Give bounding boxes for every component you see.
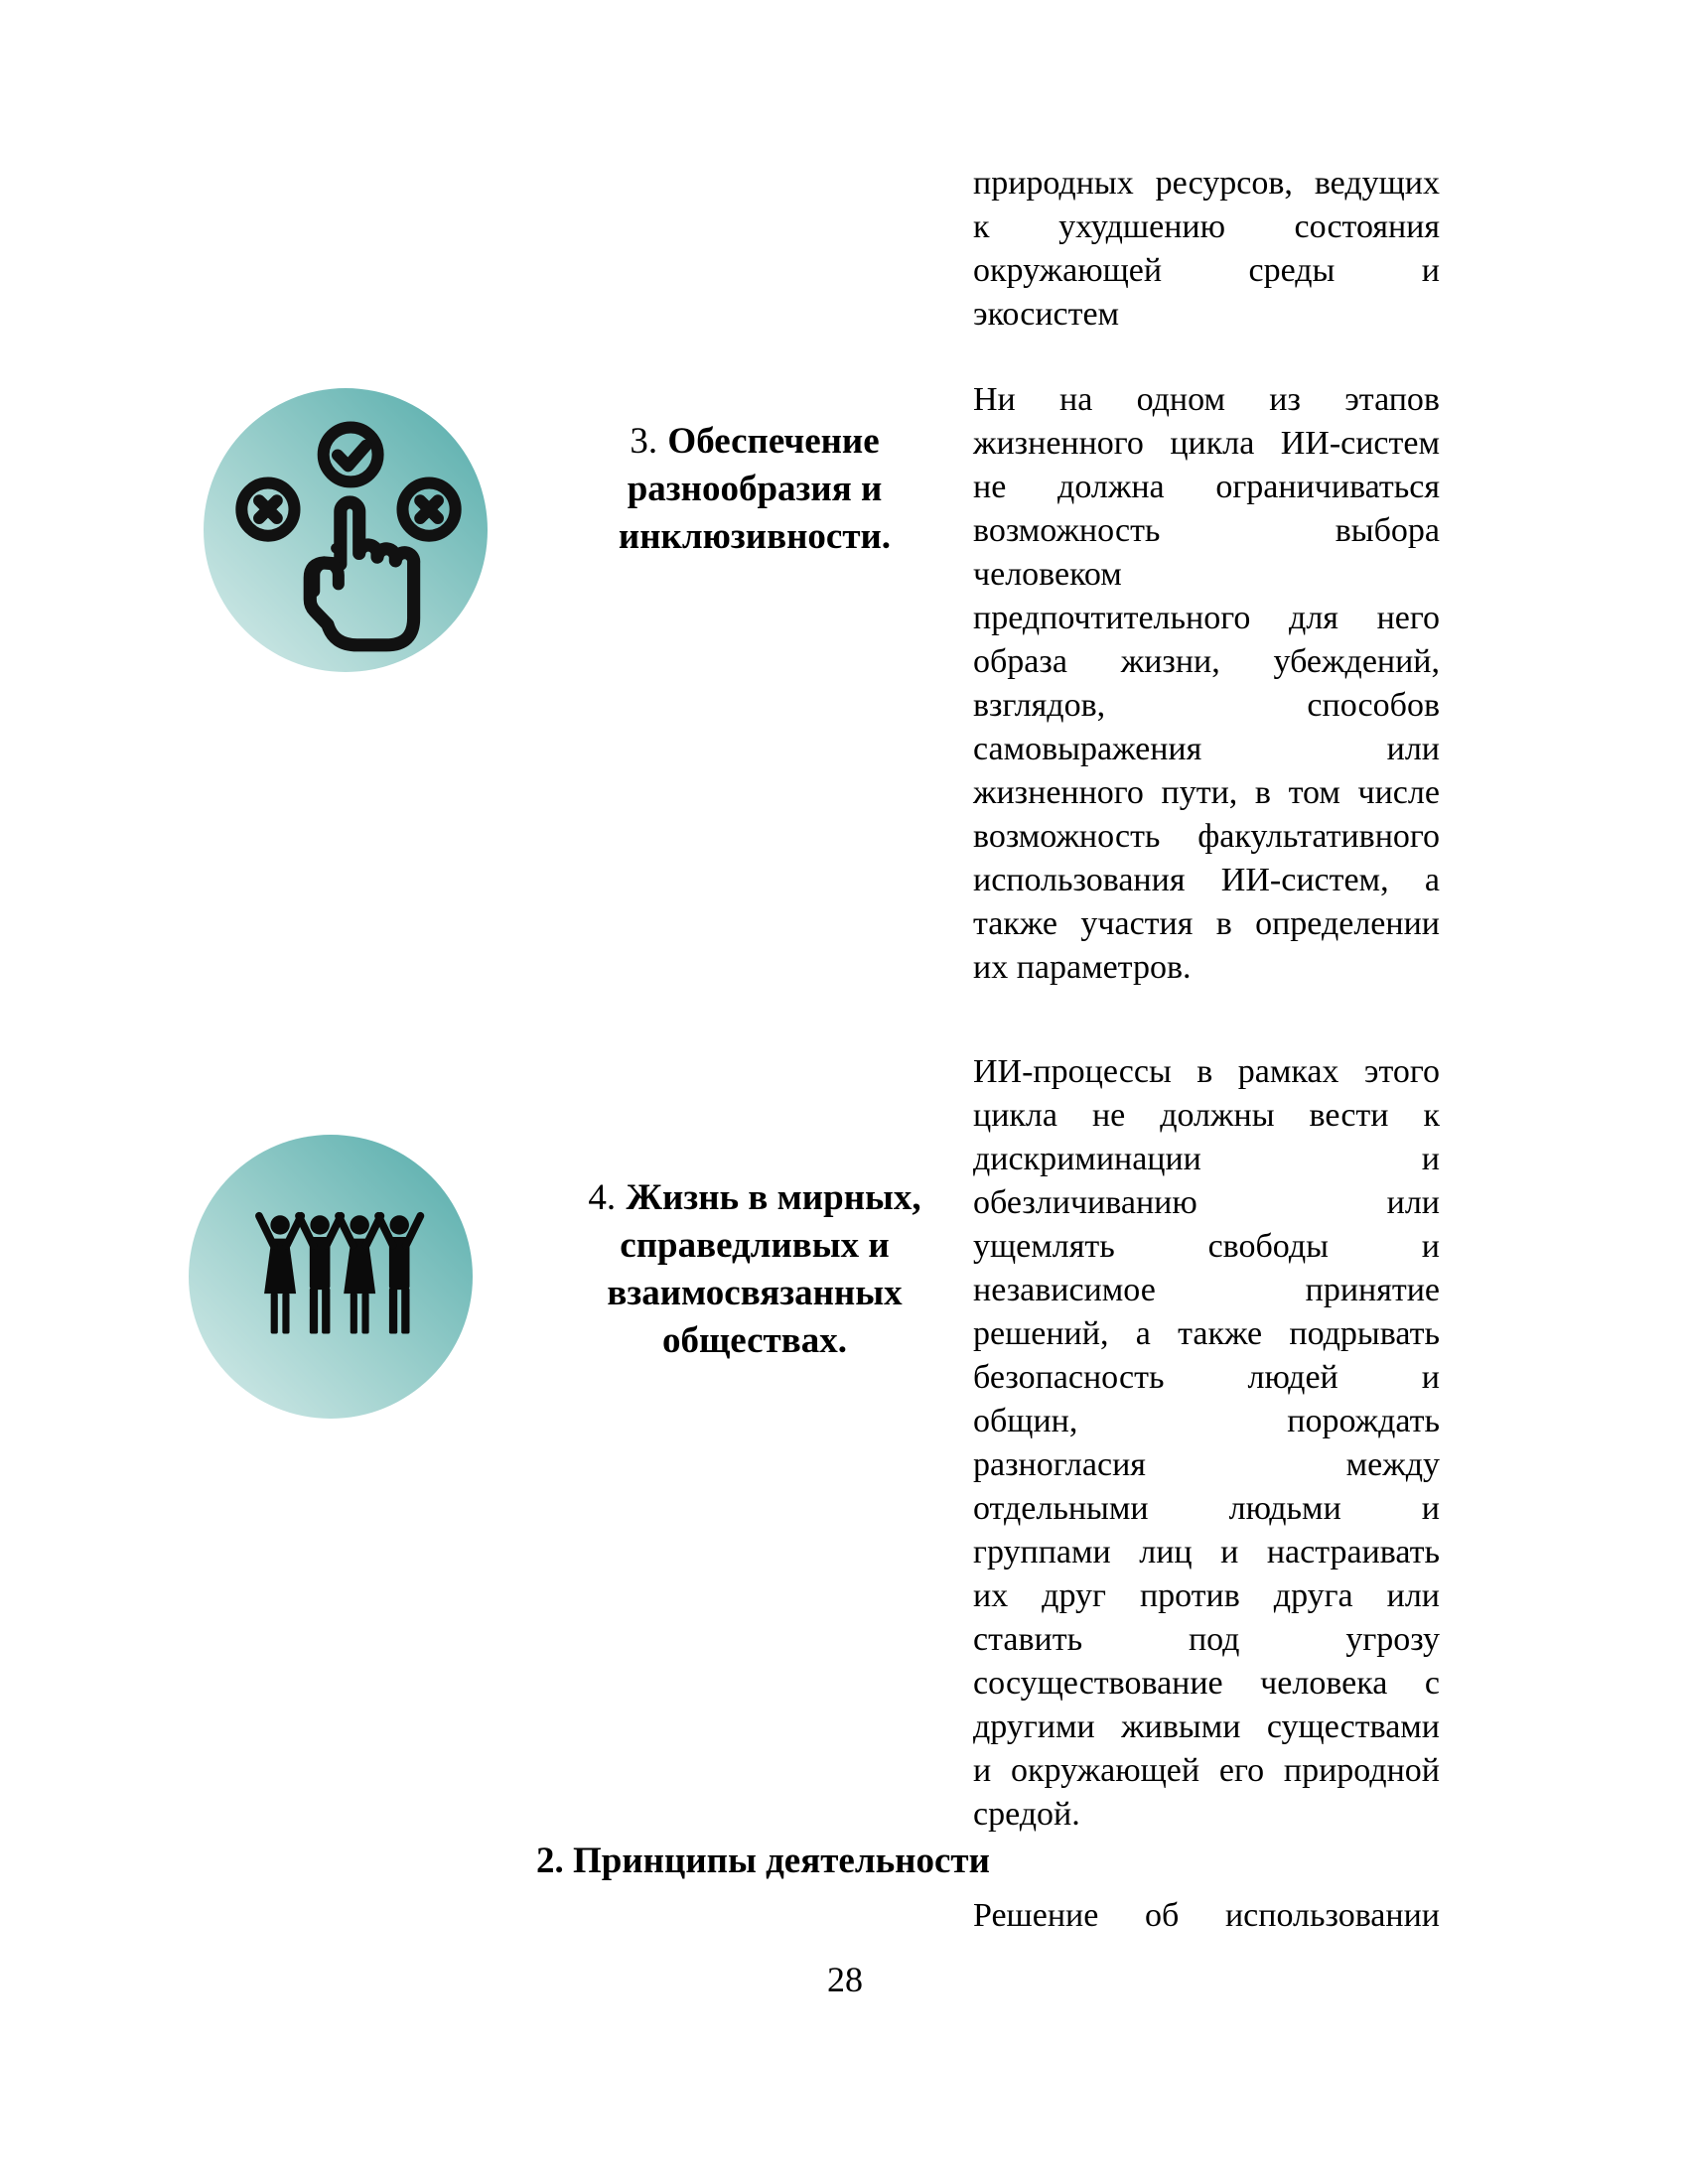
- page-number: 28: [827, 1960, 863, 1999]
- text-line: решений, а также подрывать: [973, 1315, 1440, 1352]
- text-line: отдельными людьми и: [973, 1490, 1440, 1527]
- check-mark-icon: [338, 446, 366, 467]
- text-line: цикла не должны вести к: [973, 1097, 1440, 1134]
- principle-4-number: 4.: [588, 1177, 617, 1218]
- text-line: также участия в определении: [973, 905, 1440, 942]
- text-line: использования ИИ-систем, а: [973, 862, 1440, 898]
- pointing-hand-icon: [310, 502, 413, 645]
- text-line: окружающей среды и: [973, 252, 1440, 289]
- text-line: другими живыми существами: [973, 1708, 1440, 1745]
- paragraph: [973, 378, 1440, 990]
- text-line: Ни на одном из этапов: [973, 381, 1440, 418]
- paragraph: [973, 162, 1440, 337]
- principle-4-heading: [553, 1174, 956, 1365]
- cross-mark-left-icon: [259, 500, 277, 518]
- text-line: возможность факультативного: [973, 818, 1440, 855]
- section-2-heading: 2. Принципы деятельности: [536, 1841, 990, 1881]
- text-line: ущемлять свободы и: [973, 1228, 1440, 1265]
- paragraph: [973, 1894, 1440, 1938]
- text-line: возможность выбора: [973, 512, 1440, 549]
- person-man-icon: [310, 1215, 331, 1333]
- text-line: самовыражения или: [973, 731, 1440, 767]
- text-line: сосуществование человека с: [973, 1665, 1440, 1702]
- text-line: средой.: [973, 1796, 1080, 1833]
- text-line: обезличиванию или: [973, 1184, 1440, 1221]
- text-line: взглядов, способов: [973, 687, 1440, 724]
- text-line: независимое принятие: [973, 1272, 1440, 1308]
- text-line: природных ресурсов, ведущих: [973, 165, 1440, 202]
- text-line: разногласия между: [973, 1446, 1440, 1483]
- person-man-icon: [389, 1215, 410, 1333]
- cross-mark-right-icon: [420, 500, 438, 518]
- hand-choosing-check-icon: [204, 388, 488, 672]
- text-line: общин, порождать: [973, 1403, 1440, 1439]
- text-line: образа жизни, убеждений,: [973, 643, 1440, 680]
- text-line: их друг против друга или: [973, 1577, 1440, 1614]
- text-line: безопасность людей и: [973, 1359, 1440, 1396]
- paragraph: [973, 1050, 1440, 1837]
- peaceful-societies-people-icon: [189, 1135, 473, 1419]
- text-line: и окружающей его природной: [973, 1752, 1440, 1789]
- text-line: дискриминации и: [973, 1141, 1440, 1177]
- text-line: не должна ограничиваться: [973, 469, 1440, 505]
- text-line: жизненного цикла ИИ-систем: [973, 425, 1440, 462]
- text-line: к ухудшению состояния: [973, 208, 1440, 245]
- people-raising-arms-icon: [189, 1135, 473, 1419]
- text-line: предпочтительного для него: [973, 600, 1440, 636]
- body-text-column: [973, 162, 1440, 1938]
- principle-3-heading: [553, 418, 956, 561]
- text-line: Решение об использовании: [973, 1897, 1440, 1934]
- text-line: ИИ-процессы в рамках этого: [973, 1053, 1440, 1090]
- text-line: жизненного пути, в том числе: [973, 774, 1440, 811]
- knuckle-dot-icon: [331, 543, 341, 553]
- principle-3-number: 3.: [630, 421, 658, 462]
- text-line: человеком: [973, 556, 1122, 593]
- diversity-inclusion-choice-icon: [204, 388, 488, 672]
- text-line: группами лиц и настраивать: [973, 1534, 1440, 1570]
- thumb-icon: [314, 563, 339, 592]
- text-line: ставить под угрозу: [973, 1621, 1440, 1658]
- principle-4-title: Жизнь в мирных, справедливых и взаимосвязанных обществах.: [607, 1177, 921, 1361]
- principle-3-title: Обеспечение разнообразия и инклюзивности.: [618, 421, 892, 557]
- text-line: их параметров.: [973, 949, 1192, 986]
- text-line: экосистем: [973, 296, 1120, 333]
